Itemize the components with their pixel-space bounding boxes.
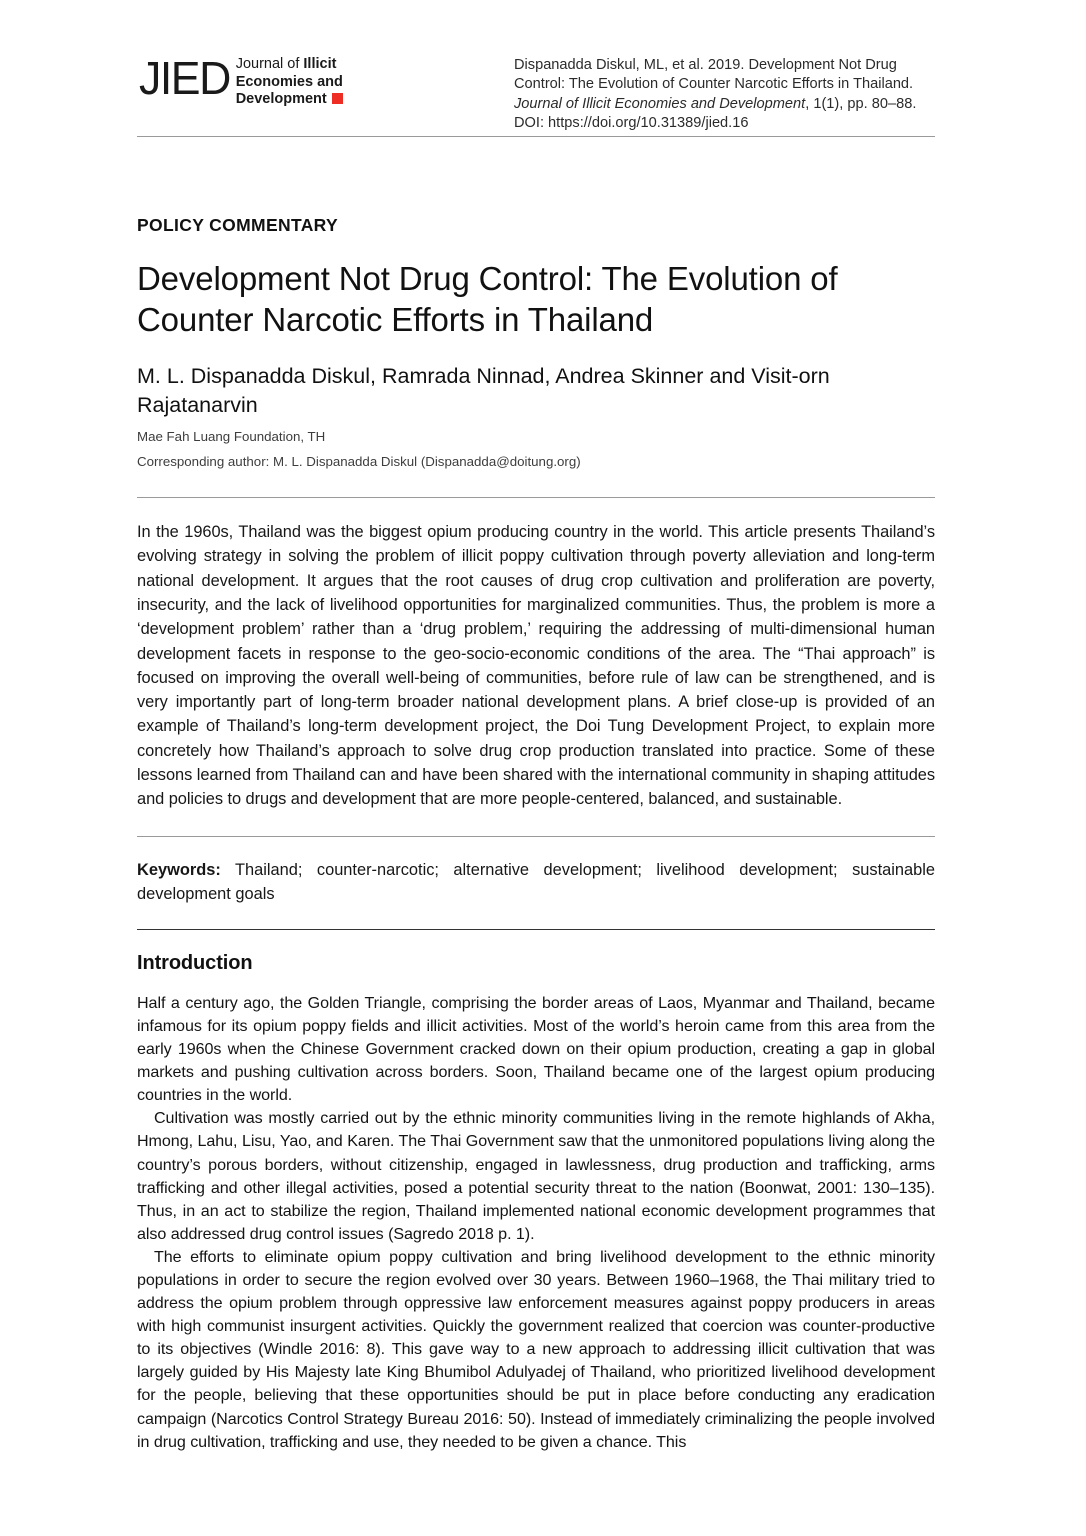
page-content-column (137, 0, 935, 1454)
red-square-icon (332, 93, 343, 104)
masthead-divider (137, 136, 935, 137)
keywords-list: Thailand; counter-narcotic; alternative development; livelihood development; sustainable development goals (137, 860, 935, 903)
journal-logo-wordmark (236, 52, 343, 109)
journal-logo-line-3 (236, 91, 343, 109)
article-type-label: POLICY COMMENTARY (137, 215, 339, 235)
journal-logo-line-1-bold: Illicit (303, 56, 337, 72)
affiliation: Mae Fah Luang Foundation, TH (137, 429, 326, 445)
masthead (137, 0, 935, 136)
citation-doi[interactable]: DOI: https://doi.org/10.31389/jied.16 (514, 115, 749, 132)
journal-logo-line-2: Economies and (235, 73, 343, 90)
journal-logo (139, 52, 343, 109)
intro-paragraph-2: Cultivation was mostly carried out by the ethnic minority communities living in the remote highlands of Akha, Hmong, Lahu, Lisu, Yao, and Karen. The Thai Government saw that the unmonitored populations living along the country’s porous borders, without citizenship, engaged in lawlessness, drug production and trafficking, arms trafficking and other illegal activities, posed a potential security threat to the nation (Boonwat, 2001: 130–135). Thus, in an act to stabilize the region, Thailand implemented national economic development programmes that also addressed drug control issues (Sagredo 2018 p. 1). (137, 1109, 935, 1243)
intro-paragraph-3: The efforts to eliminate opium poppy cultivation and bring livelihood development to the ethnic minority populations in order to secure the region evolved over 30 years. Between 1960–1968, the Thai military tried to address the opium problem through oppressive law enforcement measures against poppy producers in areas with high communist insurgent activities. Quickly the government realized that coercion was counter-productive to its objectives (Windle 2016: 8). This gave way to a new approach to addressing illicit cultivation that was largely guided by His Majesty late King Bhumibol Adulyadej of Thailand, who prioritized livelihood development for the people, believing that these opportunities should be put in place before conducting any eradication campaign (Narcotics Control Strategy Bureau 2016: 50). Instead of immediately criminalizing the people involved in drug cultivation, trafficking and use, they needed to be given a chance. This (137, 1247, 935, 1451)
citation-journal-name: Journal of Illicit Economies and Development (514, 95, 806, 112)
keywords-label: Keywords: (137, 860, 221, 879)
citation-block (514, 56, 939, 134)
author-list: M. L. Dispanadda Diskul, Ramrada Ninnad, Andrea Skinner and Visit-orn Rajatanarvin (137, 364, 830, 418)
abstract-top-divider (137, 497, 935, 498)
abstract-bottom-divider (137, 836, 935, 837)
keywords-bottom-divider (137, 929, 935, 930)
abstract-text: In the 1960s, Thailand was the biggest opium producing country in the world. This article presents Thailand’s evolving strategy in solving the problem of illicit poppy cultivation through poverty alleviation and long-term national development. It argues that the root causes of drug crop cultivation and proliferation are poverty, insecurity, and the lack of livelihood opportunities for marginalized communities. Thus, the problem is more a ‘development problem’ rather than a ‘drug problem,’ requiring the addressing of multi-dimensional human development facets in response to the geo-socio-economic conditions of the area. The “Thai approach” is focused on improving the overall well-being of communities, before rule of law can be strengthened, and is very importantly part of long-term broader national development plans. A brief close-up is provided of an example of Thailand’s long-term development project, the Doi Tung Development Project, to explain more concretely how Thailand’s approach to solve drug crop production translated into practice. Some of these lessons learned from Thailand can and have been shared with the international community in shaping attitudes and policies to drugs and development that are more people-centered, balanced, and sustainable. (137, 523, 935, 809)
page-title: Development Not Drug Control: The Evolution of Counter Narcotic Efforts in Thailand (137, 260, 838, 338)
keywords-block (137, 858, 935, 907)
intro-paragraph-1: Half a century ago, the Golden Triangle, comprising the border areas of Laos, Myanmar and Thailand, became infamous for its opium poppy fields and illicit activities. Most of the world’s heroin came from this area from the early 1960s when the Chinese Government cracked down on their opium production, creating a gap in global markets and pushing cultivation across borders. Soon, Thailand became one of the largest opium producing countries in the world. (137, 993, 935, 1105)
journal-logo-line-1 (236, 56, 343, 74)
citation-line-2: Control: The Evolution of Counter Narcotic Efforts in Thailand. (514, 76, 914, 93)
journal-logo-line-3-text: Development (235, 91, 327, 107)
journal-logo-line-1-light: Journal of (235, 56, 304, 72)
section-heading-introduction: Introduction (137, 952, 253, 975)
journal-logo-mark: JIED (139, 52, 230, 104)
citation-line-1: Dispanadda Diskul, ML, et al. 2019. Development Not Drug (514, 57, 897, 73)
citation-volume-pages: , 1(1), pp. 80–88. (805, 95, 917, 112)
corresponding-author: Corresponding author: M. L. Dispanadda Diskul (Dispanadda@doitung.org) (137, 454, 581, 470)
